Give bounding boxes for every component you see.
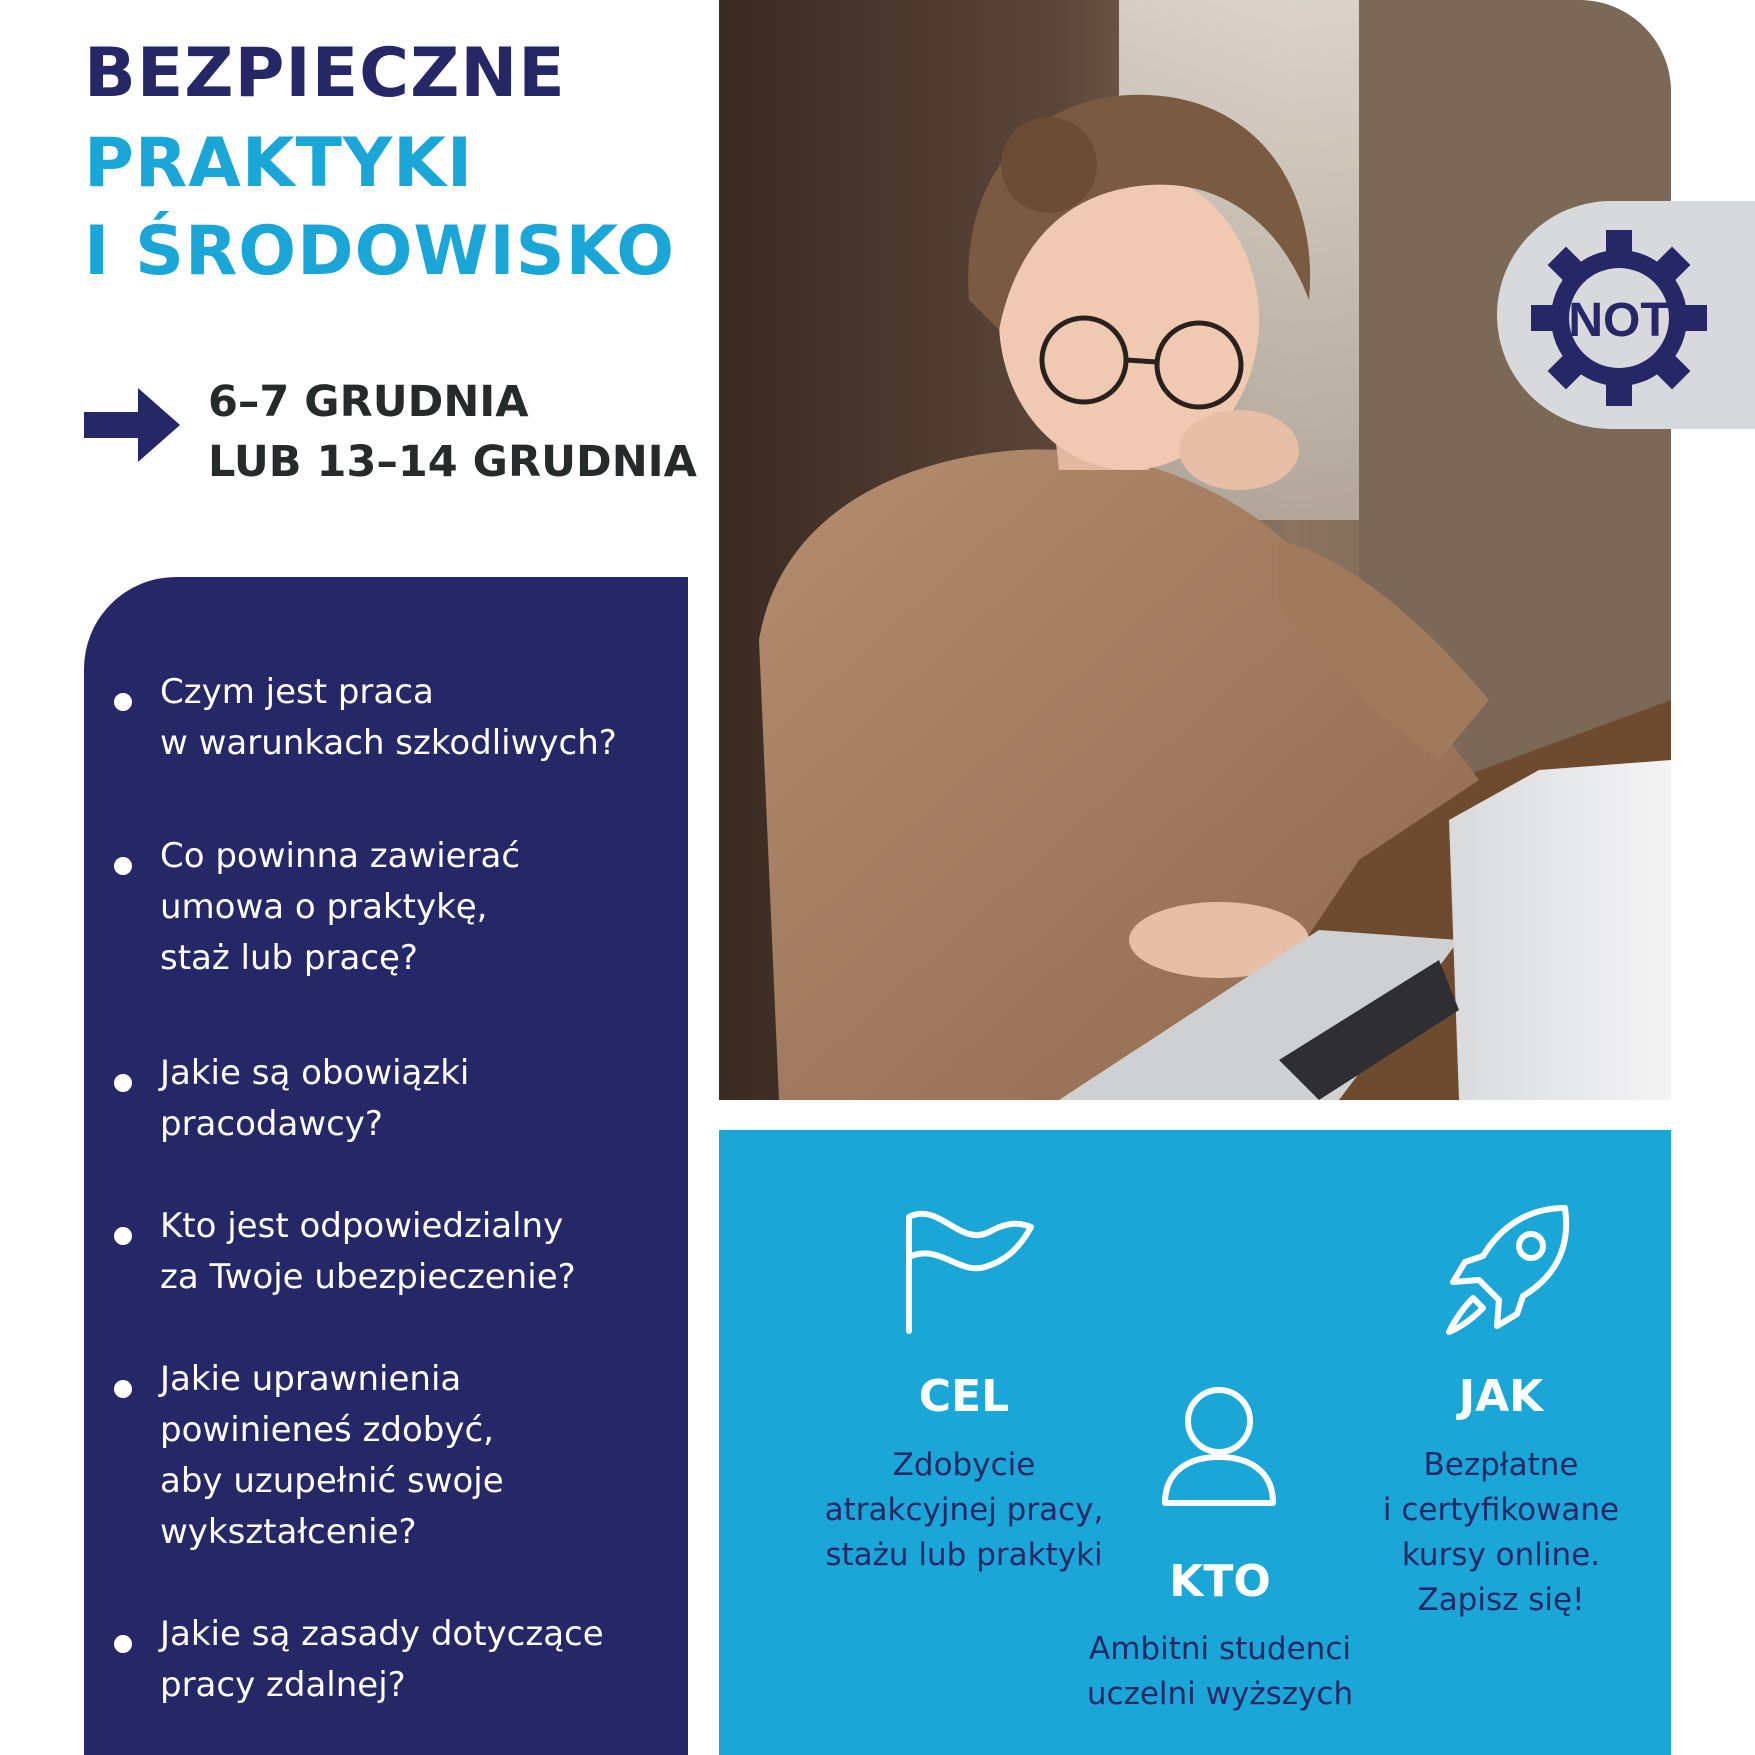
info-panel	[719, 1130, 1671, 1755]
kto-description: Ambitni studenci uczelni wyższych	[1086, 1631, 1354, 1712]
logo-text: NOT	[1568, 294, 1670, 347]
title-line-3: I ŚRODOWISKO	[84, 212, 676, 291]
cel-description: Zdobycie atrakcyjnej pracy, stażu lub praktyki	[824, 1447, 1104, 1573]
dates-line-1: 6–7 GRUDNIA	[208, 377, 529, 427]
question-text: Kto jest odpowiedzialny za Twoje ubezpieczenie?	[160, 1206, 576, 1297]
gear-logo-icon	[1531, 230, 1707, 406]
bullet-icon	[114, 1074, 132, 1092]
rocket-icon	[1439, 1200, 1579, 1340]
bullet-icon	[114, 1635, 132, 1653]
kto-label: KTO	[1169, 1556, 1271, 1607]
question-text: Co powinna zawierać umowa o praktykę, staż lub pracę?	[160, 836, 521, 978]
questions-panel	[84, 577, 688, 1755]
jak-label: JAK	[1458, 1371, 1544, 1422]
bullet-icon	[114, 857, 132, 875]
title-line-1: BEZPIECZNE	[84, 34, 566, 113]
flag-icon	[899, 1205, 1039, 1335]
bullet-icon	[114, 693, 132, 711]
jak-description: Bezpłatne i certyfikowane kursy online. Zapisz się!	[1382, 1447, 1620, 1618]
title-line-2: PRAKTYKI	[84, 124, 474, 203]
question-text: Jakie uprawnienia powinieneś zdobyć, aby uzupełnić swoje wykształcenie?	[160, 1359, 504, 1552]
person-icon	[1159, 1385, 1279, 1510]
question-text: Jakie są obowiązki pracodawcy?	[160, 1053, 470, 1144]
woman-laptop-illustration	[719, 0, 1671, 1100]
question-text: Czym jest praca w warunkach szkodliwych?	[160, 672, 617, 763]
question-text: Jakie są zasady dotyczące pracy zdalnej?	[160, 1614, 604, 1705]
cel-label: CEL	[918, 1371, 1010, 1422]
hero-photo	[719, 0, 1671, 1100]
dates-line-2: LUB 13–14 GRUDNIA	[208, 437, 697, 487]
arrow-right-icon	[84, 388, 180, 462]
event-dates	[208, 372, 697, 492]
bullet-icon	[114, 1380, 132, 1398]
bullet-icon	[114, 1227, 132, 1245]
